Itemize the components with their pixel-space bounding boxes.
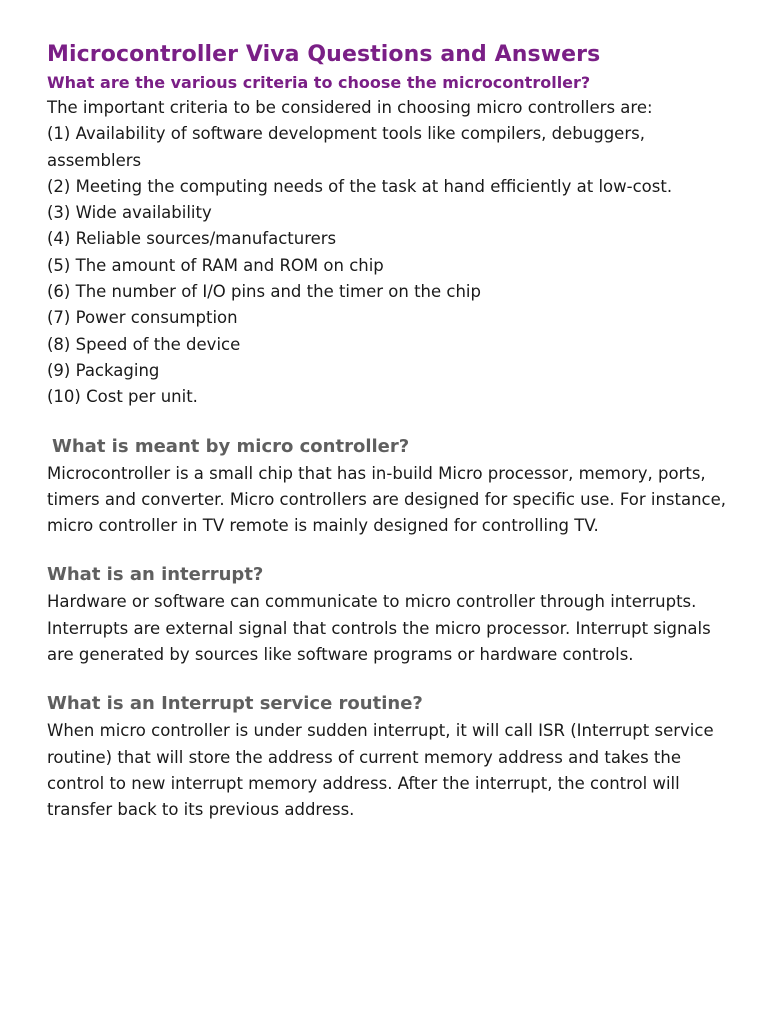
criteria-item: (8) Speed of the device xyxy=(47,334,241,354)
criteria-item: (1) Availability of software development tools like compilers, debuggers, assemblers xyxy=(47,124,645,170)
question-micro-controller: What is meant by micro controller? xyxy=(52,435,410,457)
criteria-item: (4) Reliable sources/manufacturers xyxy=(47,229,337,249)
section-isr xyxy=(47,690,737,823)
answer-interrupt: Hardware or software can communicate to micro controller through interrupts. Interrupts are external signal that controls the micro processor. Interrupt signals are generated by sources like software programs or hardware controls. xyxy=(47,592,711,665)
criteria-item: (5) The amount of RAM and ROM on chip xyxy=(47,255,384,275)
criteria-item: (2) Meeting the computing needs of the task at hand efficiently at low-cost. xyxy=(47,176,673,196)
criteria-item: (3) Wide availability xyxy=(47,203,212,223)
section-micro-controller xyxy=(47,433,737,540)
section-interrupt xyxy=(47,561,737,668)
answer-micro-controller: Microcontroller is a small chip that has in-build Micro processor, memory, ports, timers and converter. Micro controllers are designed for specific use. For instance, micro controller in TV remote is mainly designed for controlling TV. xyxy=(47,463,727,536)
document-page xyxy=(47,40,737,824)
question-isr: What is an Interrupt service routine? xyxy=(47,693,423,715)
criteria-item: (10) Cost per unit. xyxy=(47,387,198,407)
document-title: Microcontroller Viva Questions and Answers xyxy=(47,42,601,67)
criteria-item: (9) Packaging xyxy=(47,360,160,380)
criteria-item: (7) Power consumption xyxy=(47,308,238,328)
question-interrupt: What is an interrupt? xyxy=(47,564,264,586)
section-criteria xyxy=(47,71,737,411)
criteria-list xyxy=(47,121,737,410)
question-criteria: What are the various criteria to choose the microcontroller? xyxy=(47,73,591,92)
answer-isr: When micro controller is under sudden interrupt, it will call ISR (Interrupt service routine) that will store the address of current memory address and takes the control to new interrupt memory address. After the interrupt, the control will transfer back to its previous address. xyxy=(47,721,714,820)
criteria-intro: The important criteria to be considered in choosing micro controllers are: xyxy=(47,98,653,117)
criteria-item: (6) The number of I/O pins and the timer on the chip xyxy=(47,282,481,302)
